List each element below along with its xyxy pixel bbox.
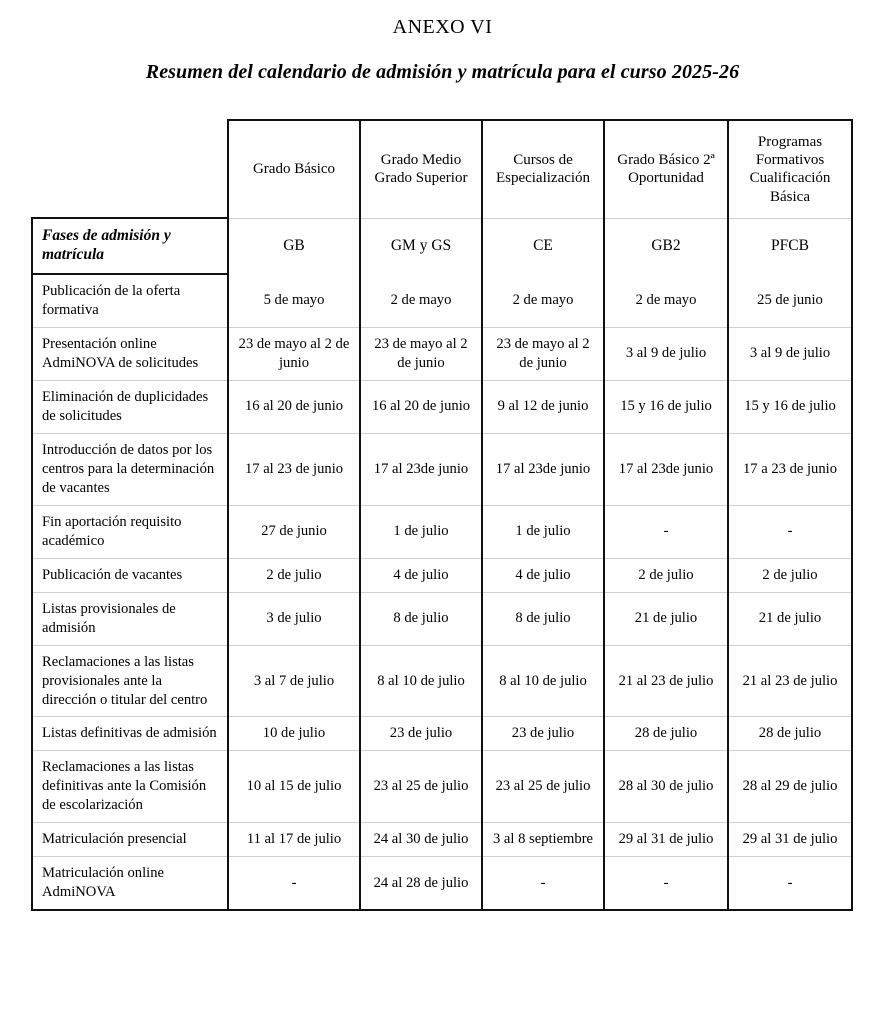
cell-pfcb: 3 al 9 de julio (728, 327, 852, 380)
cell-pfcb: 2 de julio (728, 558, 852, 592)
header-abbr-pfcb: PFCB (728, 218, 852, 274)
table-row (32, 645, 852, 717)
table-row (32, 505, 852, 558)
cell-gb: 17 al 23 de junio (228, 433, 360, 505)
row-label: Publicación de vacantes (32, 558, 228, 592)
cell-gm-gs: 1 de julio (360, 505, 482, 558)
header-col-programas-formativos-cualificacion-basica (728, 120, 852, 218)
cell-gb: 10 de julio (228, 717, 360, 751)
cell-gb2: 2 de mayo (604, 274, 728, 327)
header-row-abbreviations (32, 218, 852, 274)
page-title: ANEXO VI (392, 16, 493, 38)
table-row (32, 592, 852, 645)
cell-gb: 5 de mayo (228, 274, 360, 327)
cell-gm-gs: 23 de julio (360, 717, 482, 751)
table-body (32, 274, 852, 910)
header-fases-admision-matricula: Fases de admisión y matrícula (32, 218, 228, 274)
cell-gb2: 2 de julio (604, 558, 728, 592)
table-head (32, 120, 852, 274)
cell-ce: 3 al 8 septiembre (482, 823, 604, 857)
cell-gm-gs: 23 al 25 de julio (360, 751, 482, 823)
cell-gb: 10 al 15 de julio (228, 751, 360, 823)
cell-ce: 2 de mayo (482, 274, 604, 327)
header-abbr-gb2: GB2 (604, 218, 728, 274)
cell-gm-gs: 4 de julio (360, 558, 482, 592)
cell-gb2: 29 al 31 de julio (604, 823, 728, 857)
cell-ce: 23 de julio (482, 717, 604, 751)
cell-gb: 23 de mayo al 2 de junio (228, 327, 360, 380)
header-label-line3: Cualificación (749, 170, 831, 187)
cell-pfcb: 21 de julio (728, 592, 852, 645)
table-row (32, 857, 852, 910)
row-label: Reclamaciones a las listas provisionales ante la dirección o titular del centro (32, 645, 228, 717)
cell-ce: 8 de julio (482, 592, 604, 645)
row-label: Listas provisionales de admisión (32, 592, 228, 645)
cell-gb2: 17 al 23de junio (604, 433, 728, 505)
header-label-line4: Básica (770, 188, 810, 205)
header-label-line1: Grado Básico (252, 161, 336, 178)
table-row (32, 717, 852, 751)
table-row (32, 558, 852, 592)
cell-pfcb: 15 y 16 de julio (728, 380, 852, 433)
header-col-grado-basico-2a-oportunidad (604, 120, 728, 218)
cell-gm-gs: 2 de mayo (360, 274, 482, 327)
header-row-program-names (32, 120, 852, 218)
header-label-line2: Formativos (755, 151, 825, 168)
cell-gb2: 28 de julio (604, 717, 728, 751)
header-col-grado-medio-superior (360, 120, 482, 218)
cell-pfcb: 21 al 23 de julio (728, 645, 852, 717)
cell-ce: 17 al 23de junio (482, 433, 604, 505)
cell-ce: 1 de julio (482, 505, 604, 558)
cell-ce: 4 de julio (482, 558, 604, 592)
cell-pfcb: 28 de julio (728, 717, 852, 751)
header-label-line1: Programas (757, 133, 823, 150)
cell-gm-gs: 8 al 10 de julio (360, 645, 482, 717)
header-col-grado-basico (228, 120, 360, 218)
cell-gm-gs: 17 al 23de junio (360, 433, 482, 505)
cell-gm-gs: 8 de julio (360, 592, 482, 645)
cell-pfcb: 25 de junio (728, 274, 852, 327)
row-label: Publicación de la oferta formativa (32, 274, 228, 327)
cell-ce: 8 al 10 de julio (482, 645, 604, 717)
cell-gb: 3 al 7 de julio (228, 645, 360, 717)
header-label-line1: Cursos de (513, 151, 573, 168)
row-label: Matriculación online AdmiNOVA (32, 857, 228, 910)
cell-pfcb: - (728, 857, 852, 910)
row-label: Fin aportación requisito académico (32, 505, 228, 558)
row-label: Matriculación presencial (32, 823, 228, 857)
cell-pfcb: 17 a 23 de junio (728, 433, 852, 505)
cell-gb: 16 al 20 de junio (228, 380, 360, 433)
table-row (32, 433, 852, 505)
header-abbr-gb: GB (228, 218, 360, 274)
cell-gm-gs: 23 de mayo al 2 de junio (360, 327, 482, 380)
cell-ce: - (482, 857, 604, 910)
cell-gb: 27 de junio (228, 505, 360, 558)
cell-pfcb: 28 al 29 de julio (728, 751, 852, 823)
row-label: Listas definitivas de admisión (32, 717, 228, 751)
cell-gm-gs: 24 al 30 de julio (360, 823, 482, 857)
row-label: Reclamaciones a las listas definitivas ante la Comisión de escolarización (32, 751, 228, 823)
header-label-line1: Grado Básico 2ª (617, 151, 715, 168)
header-col-cursos-especializacion (482, 120, 604, 218)
header-label-line2: Oportunidad (628, 170, 704, 187)
cell-gb: - (228, 857, 360, 910)
table-row (32, 751, 852, 823)
cell-pfcb: 29 al 31 de julio (728, 823, 852, 857)
table-row (32, 274, 852, 327)
header-label-line2: Grado Superior (374, 170, 468, 187)
cell-ce: 23 al 25 de julio (482, 751, 604, 823)
header-abbr-gm-gs: GM y GS (360, 218, 482, 274)
table-row (32, 380, 852, 433)
cell-gb2: 21 al 23 de julio (604, 645, 728, 717)
cell-gm-gs: 24 al 28 de julio (360, 857, 482, 910)
cell-gb2: - (604, 505, 728, 558)
header-corner-blank (32, 120, 228, 218)
admission-calendar-table (31, 119, 853, 911)
row-label: Introducción de datos por los centros para la determinación de vacantes (32, 433, 228, 505)
cell-gb: 3 de julio (228, 592, 360, 645)
header-label-line2: Especialización (495, 170, 591, 187)
cell-pfcb: - (728, 505, 852, 558)
cell-gb2: 28 al 30 de julio (604, 751, 728, 823)
header-abbr-ce: CE (482, 218, 604, 274)
cell-gm-gs: 16 al 20 de junio (360, 380, 482, 433)
row-label: Eliminación de duplicidades de solicitudes (32, 380, 228, 433)
table-row (32, 327, 852, 380)
row-label: Presentación online AdmiNOVA de solicitudes (32, 327, 228, 380)
cell-gb2: - (604, 857, 728, 910)
cell-ce: 23 de mayo al 2 de junio (482, 327, 604, 380)
cell-ce: 9 al 12 de junio (482, 380, 604, 433)
calendar-table-container (31, 119, 851, 911)
table-row (32, 823, 852, 857)
cell-gb2: 21 de julio (604, 592, 728, 645)
cell-gb2: 3 al 9 de julio (604, 327, 728, 380)
page-subtitle: Resumen del calendario de admisión y matrícula para el curso 2025-26 (145, 61, 740, 83)
cell-gb2: 15 y 16 de julio (604, 380, 728, 433)
cell-gb: 2 de julio (228, 558, 360, 592)
header-label-line1: Grado Medio (380, 151, 462, 168)
cell-gb: 11 al 17 de julio (228, 823, 360, 857)
